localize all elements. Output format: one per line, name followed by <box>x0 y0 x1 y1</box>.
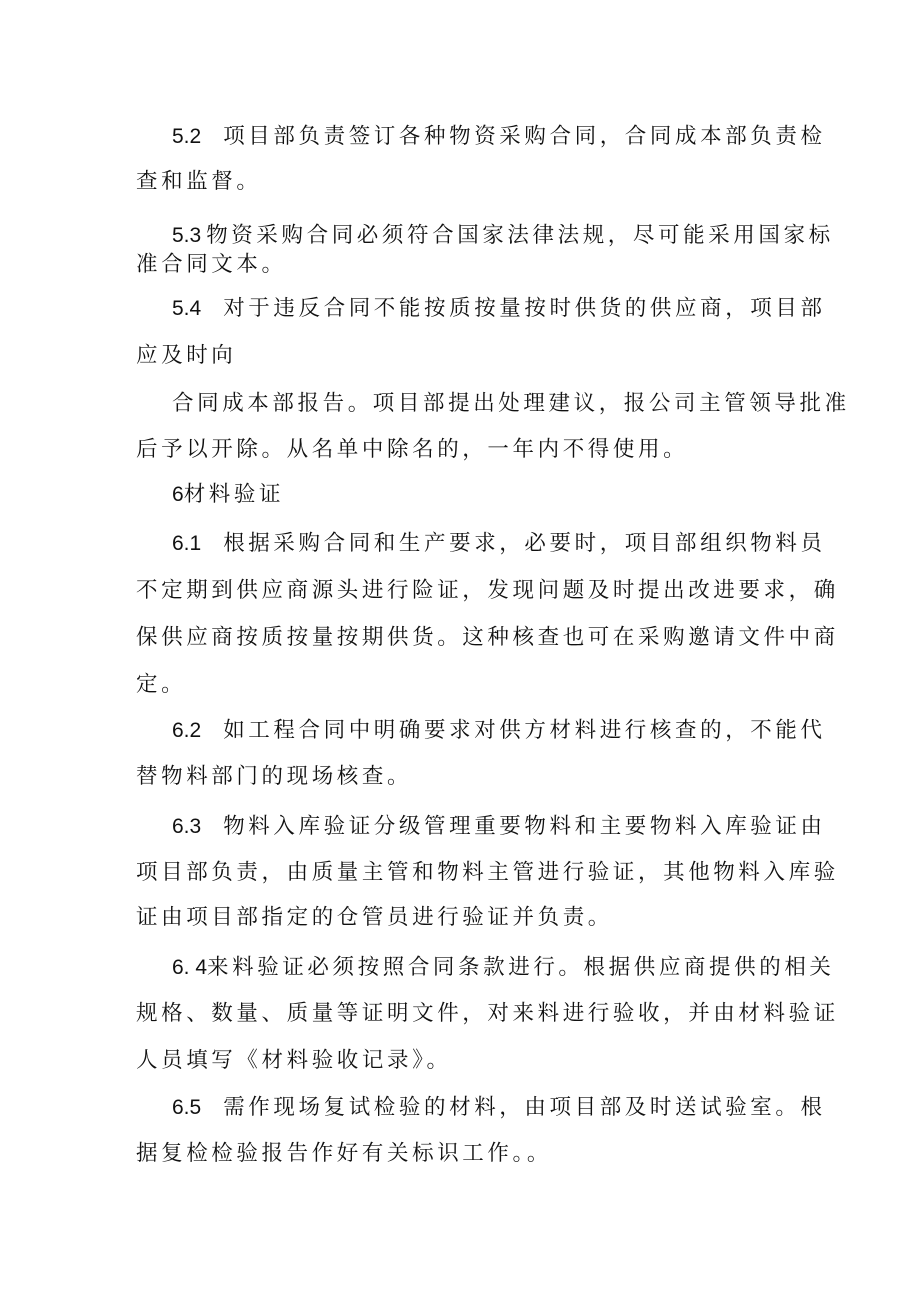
section-title: 材料验证 <box>183 482 285 507</box>
paragraph-6-1-line-3: 保供应商按质按量按期供货。这种核查也可在采购邀请文件中商 <box>136 625 839 650</box>
paragraph-5-2-line-1 <box>172 122 826 152</box>
paragraph-6-4-line-3: 人员填写《材料验收记录》。 <box>136 1048 452 1073</box>
paragraph-5-4-line-1 <box>172 294 826 324</box>
paragraph-6-4-line-2: 规格、数量、质量等证明文件，对来料进行验收，并由材料验证 <box>136 1001 839 1026</box>
section-heading-6 <box>172 480 822 510</box>
paragraph-5-2-line-2: 查和监督。 <box>136 169 262 194</box>
paragraph-6-1-line-4: 定。 <box>136 672 187 697</box>
section-number: 6. 4 <box>172 956 208 979</box>
paragraph-6-2-line-1 <box>172 716 826 746</box>
paragraph-6-3-line-2: 项目部负责，由质量主管和物料主管进行验证，其他物料入库验 <box>136 860 839 885</box>
paragraph-text: 项目部负责签订各种物资采购合同，合同成本部负责检 <box>223 124 826 149</box>
paragraph-5-3-line-1 <box>172 221 834 251</box>
section-number: 5.4 <box>172 297 202 320</box>
paragraph-text: 如工程合同中明确要求对供方材料进行核查的，不能代 <box>223 718 826 743</box>
paragraph-text: 物料入库验证分级管理重要物料和主要物料入库验证由 <box>223 814 826 839</box>
continuation-line-1: 合同成本部报告。项目部提出处理建议，报公司主管领导批准 <box>172 391 850 416</box>
paragraph-6-5-line-2: 据复检检验报告作好有关标识工作。。 <box>136 1141 552 1166</box>
section-number: 5.3 <box>172 224 202 247</box>
section-number: 6 <box>172 483 184 506</box>
paragraph-5-4-line-2: 应及时向 <box>136 343 237 368</box>
paragraph-6-1-line-1 <box>172 529 826 559</box>
paragraph-text: 需作现场复试检验的材料，由项目部及时送试验室。根 <box>223 1095 826 1120</box>
paragraph-6-5-line-1 <box>172 1093 826 1123</box>
paragraph-text: 对于违反合同不能按质按量按时供货的供应商，项目部 <box>223 296 826 321</box>
paragraph-text: 来料验证必须按照合同条款进行。根据供应商提供的相关 <box>207 955 835 980</box>
paragraph-text: 根据采购合同和生产要求，必要时，项目部组织物料员 <box>223 531 826 556</box>
section-number: 6.3 <box>172 815 202 838</box>
paragraph-6-3-line-3: 证由项目部指定的仓管员进行验证并负责。 <box>136 905 613 930</box>
paragraph-6-1-line-2: 不定期到供应商源头进行险证，发现问题及时提出改进要求，确 <box>136 578 839 603</box>
paragraph-text: 物资采购合同必须符合国家法律法规，尽可能采用国家标 <box>206 223 834 248</box>
section-number: 5.2 <box>172 125 202 148</box>
paragraph-5-3-line-2: 准合同文本。 <box>136 252 287 277</box>
paragraph-6-2-line-2: 替物料部门的现场核查。 <box>136 764 413 789</box>
section-number: 6.5 <box>172 1096 202 1119</box>
section-number: 6.2 <box>172 719 202 742</box>
section-number: 6.1 <box>172 532 202 555</box>
paragraph-6-3-line-1 <box>172 812 826 842</box>
paragraph-6-4-line-1 <box>172 953 835 983</box>
continuation-line-2: 后予以开除。从名单中除名的，一年内不得使用。 <box>136 437 689 462</box>
